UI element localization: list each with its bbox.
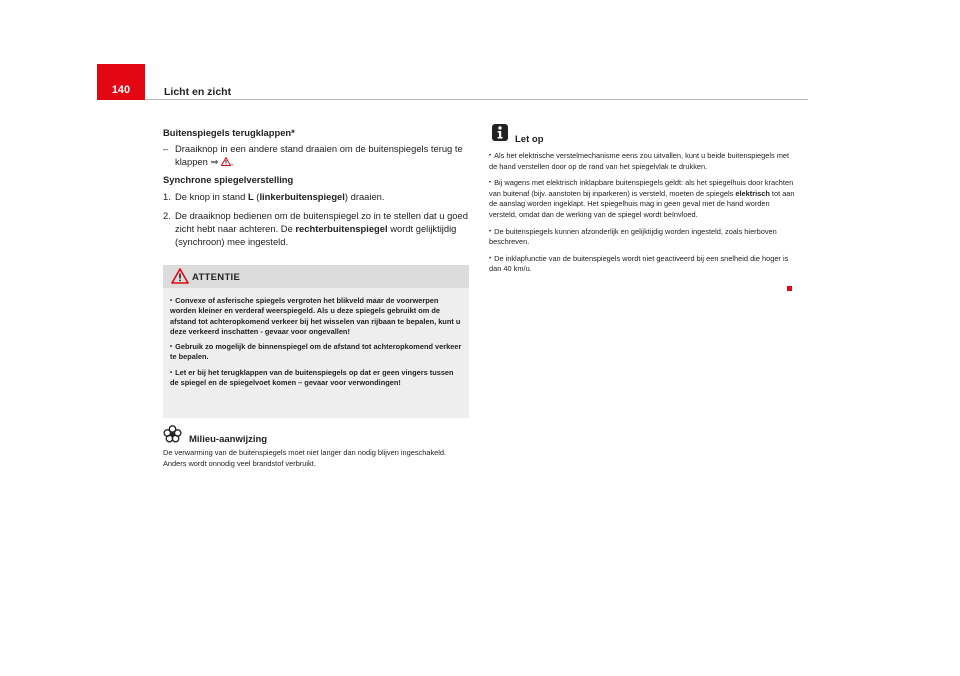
- flower-icon: [163, 425, 182, 444]
- sync-heading: Synchrone spiegelverstelling: [163, 174, 294, 185]
- dash-marker: –: [163, 143, 169, 154]
- milieu-text: De verwarming van de buitenspiegels moet niet langer dan nodig blijven ingeschakeld. Anders wordt onnodig veel brandstof verbruikt.: [163, 448, 447, 468]
- step-number: 2.: [163, 210, 171, 221]
- attentie-item: • Let er bij het terugklappen van de buitenspiegels op dat er geen vingers tussen de spiegel en de spiegelvoet komen – gevaar voor verwondingen!: [170, 367, 454, 388]
- let-op-item: • De inklapfunctie van de buitenspiegels wordt niet geactiveerd bij een snelheid die hoger is dan 40 km/u.: [489, 253, 789, 274]
- attentie-body: [170, 296, 464, 393]
- warning-reference-icon: [221, 157, 231, 166]
- fold-step: – Draaiknop in een andere stand draaien om de buitenspiegels terug te klappen ⇒ .: [163, 143, 463, 167]
- milieu-title: Milieu-aanwijzing: [189, 434, 268, 445]
- attentie-title: ATTENTIE: [192, 272, 241, 283]
- let-op-item: • De buitenspiegels kunnen afzonderlijk en gelijktijdig worden ingesteld, zoals hierboven beschreven.: [489, 226, 777, 247]
- attentie-item: • Gebruik zo mogelijk de binnenspiegel om de afstand tot achteropkomend verkeer te bepalen.: [170, 342, 462, 362]
- fold-step-text: Draaiknop in een andere stand draaien om de buitenspiegels terug te klappen ⇒: [175, 143, 463, 167]
- sync-step-1: 1. De knop in stand L (linkerbuitenspiegel) draaien.: [163, 191, 385, 202]
- page-number: 140: [111, 84, 131, 96]
- fold-heading: Buitenspiegels terugklappen*: [163, 127, 295, 138]
- warning-triangle-icon: [171, 268, 189, 284]
- let-op-body: [489, 151, 795, 281]
- let-op-item: • Bij wagens met elektrisch inklapbare buitenspiegels geldt: als het spiegelhuis door krachten van buitenaf (bijv. aanstoten bij inparkeren) is versteld, moeten de spiegels elektrisch tot aan de aanslag worden ingeklapt. Het spiegelhuis mag in geen geval met de hand worden versteld, omdat dan de werking van de spiegel wordt beïnvloed.: [489, 178, 795, 219]
- info-icon: [492, 124, 508, 141]
- step-number: 1.: [163, 191, 171, 202]
- section-end-marker: [787, 286, 792, 291]
- let-op-title: Let op: [515, 134, 544, 145]
- page-number-box: [97, 64, 145, 100]
- attentie-item: • Convexe of asferische spiegels vergroten het blikveld maar de voorwerpen worden kleiner en verderaf weerspiegeld. Als u deze spiegels gebruikt om de afstand tot achteropkomend verkeer bij het wisselen van rijbaan te bepalen, kunt u deze verkeerd inschatten - gevaar voor ongevallen!: [170, 296, 461, 336]
- header-divider: [145, 99, 808, 100]
- section-title: Licht en zicht: [164, 86, 232, 98]
- let-op-item: • Als het elektrische verstelmechanisme eens zou uitvallen, kunt u beide buitenspiegels met de hand verstellen door op de rand van het spiegelvlak te drukken.: [489, 151, 790, 171]
- left-column: [163, 126, 469, 248]
- attentie-header: [163, 265, 469, 288]
- sync-step-2: 2. De draaiknop bedienen om de buitenspiegel zo in te stellen dat u goed zicht hebt naar achteren. De rechterbuitenspiegel wordt gelijktijdig (synchroon) mee ingesteld.: [163, 210, 468, 247]
- attentie-box: [163, 265, 469, 418]
